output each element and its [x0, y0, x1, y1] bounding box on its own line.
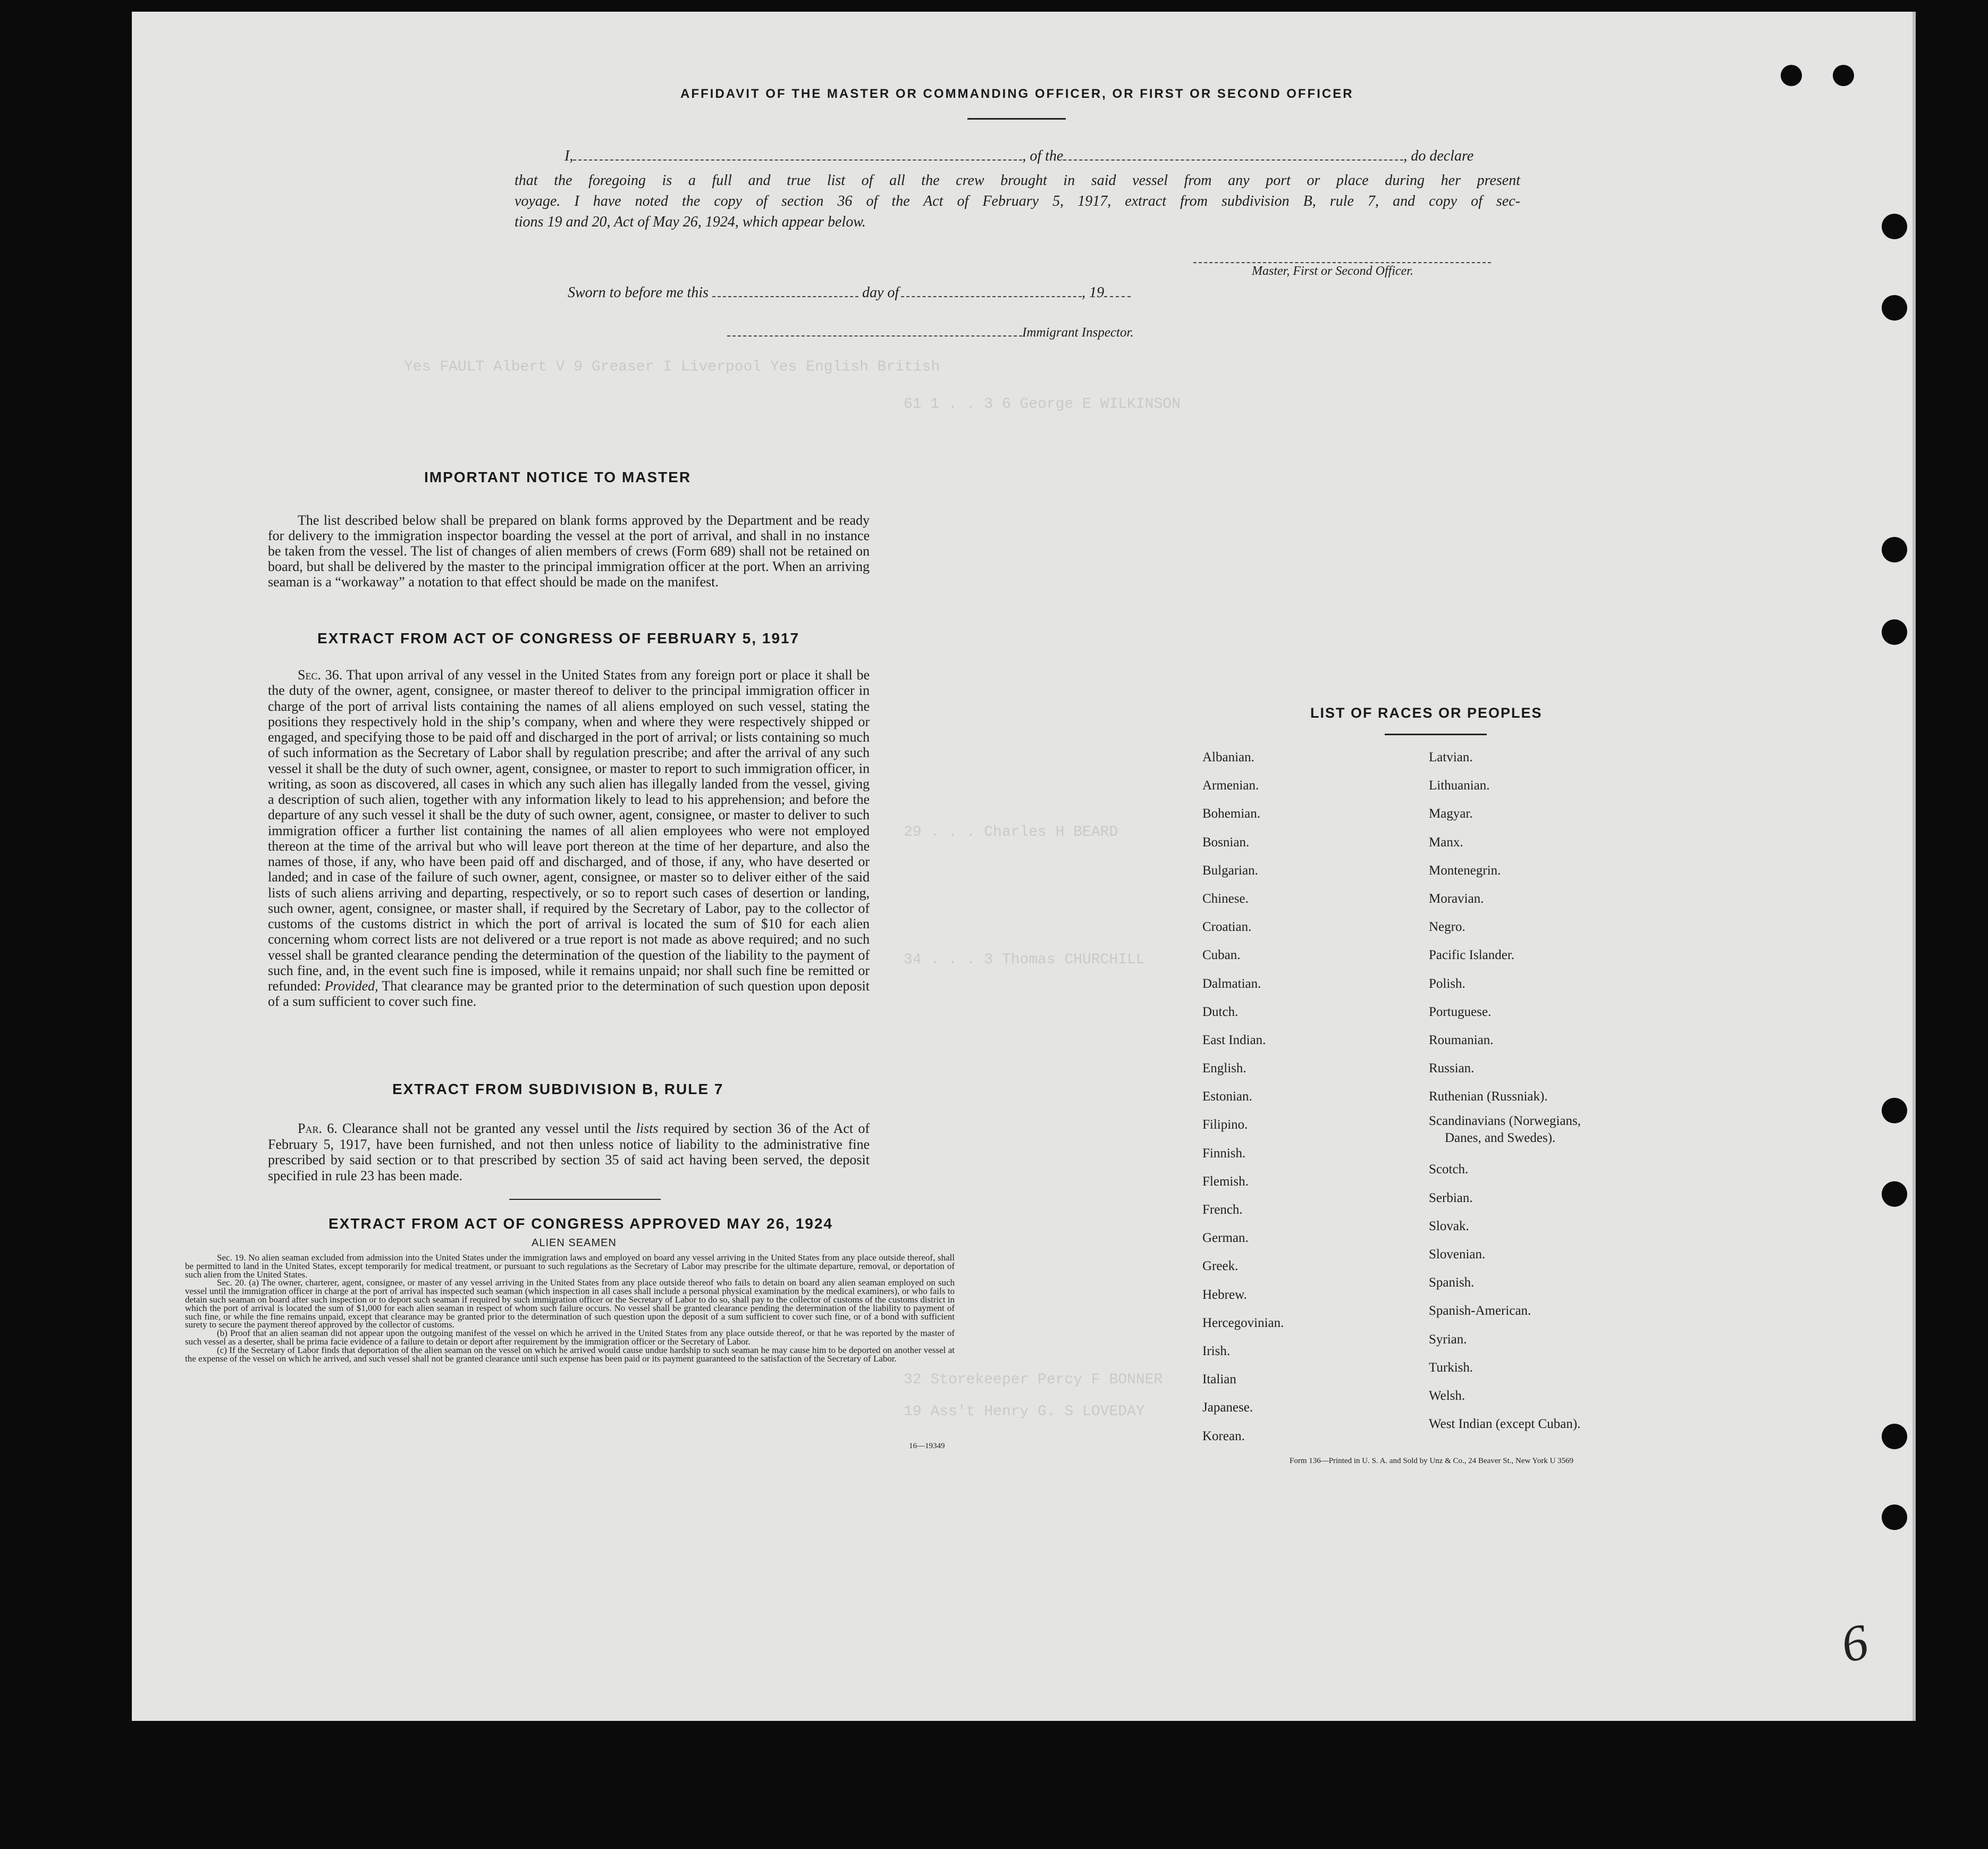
race-entry: Flemish.	[1202, 1174, 1249, 1189]
affidavit-body-line: tions 19 and 20, Act of May 26, 1924, which appear below.	[515, 214, 866, 230]
race-entry: Scandinavians (Norwegians,	[1429, 1114, 1581, 1129]
affidavit-of-the: , of the	[1022, 148, 1064, 164]
binder-hole	[1882, 1424, 1907, 1449]
race-entry: Russian.	[1429, 1061, 1475, 1076]
affidavit-body	[515, 170, 1520, 232]
race-entry: Scotch.	[1429, 1162, 1469, 1177]
race-entry: Slovenian.	[1429, 1247, 1486, 1262]
race-entry: Albanian.	[1202, 750, 1254, 764]
races-right-column	[1429, 743, 1581, 1438]
race-entry: Irish.	[1202, 1343, 1231, 1358]
rule7-text-b: required by section 36 of the Act of February 5, 1917, have been furnished, and not then unless notice of liability to the administrative fine prescribed by said section or to that prescribed by section 35 of said act having been served, the deposit specified in rule 23 has been made.	[268, 1121, 870, 1183]
binder-hole	[1882, 537, 1907, 562]
race-entry: East Indian.	[1202, 1032, 1266, 1047]
rule7-text-a: Clearance shall not be granted any vessel until the	[342, 1121, 631, 1136]
name-blank[interactable]	[573, 149, 1022, 161]
race-entry: Italian	[1202, 1372, 1236, 1387]
inspector-signature-blank[interactable]	[727, 326, 1022, 337]
race-entry: Finnish.	[1202, 1146, 1246, 1161]
race-entry: Bohemian.	[1202, 806, 1261, 821]
race-entry: Montenegrin.	[1429, 863, 1501, 878]
binder-hole	[1882, 1181, 1907, 1207]
sworn-day-of: day of	[862, 284, 899, 301]
act-1917-title: EXTRACT FROM ACT OF CONGRESS OF FEBRUARY 5, 1917	[317, 630, 800, 646]
affidavit-title-rule	[967, 118, 1066, 120]
master-signature-label: Master, First or Second Officer.	[1252, 264, 1413, 278]
race-entry: Spanish-American.	[1429, 1304, 1531, 1318]
binder-hole	[1833, 65, 1854, 86]
race-entry: Roumanian.	[1429, 1032, 1494, 1047]
section-divider	[509, 1199, 661, 1200]
race-entry: Hercegovinian.	[1202, 1315, 1284, 1330]
races-left-column	[1202, 743, 1284, 1450]
race-entry: Latvian.	[1429, 750, 1473, 764]
bleed-through-row: 32 Storekeeper Percy F BONNER	[904, 1372, 1163, 1388]
race-entry: Korean.	[1202, 1428, 1245, 1443]
notice-title: IMPORTANT NOTICE TO MASTER	[424, 469, 692, 485]
race-entry: German.	[1202, 1231, 1249, 1246]
affidavit-body-line: voyage. I have noted the copy of section 36 of the Act of February 5, 1917, extract from subdivision B, rule 7, and copy of sec-	[515, 193, 1520, 209]
sworn-line	[568, 284, 1131, 301]
race-entry: Pacific Islander.	[1429, 948, 1515, 963]
race-entry: Ruthenian (Russniak).	[1429, 1089, 1548, 1104]
master-signature-line[interactable]	[1193, 262, 1491, 263]
sworn-year: , 19	[1082, 284, 1105, 301]
race-entry: Negro.	[1429, 920, 1465, 935]
race-entry: Spanish.	[1429, 1275, 1475, 1290]
race-entry: Serbian.	[1429, 1190, 1473, 1205]
race-entry: Hebrew.	[1202, 1287, 1247, 1302]
act-1917-text	[268, 667, 870, 1010]
binder-hole	[1882, 619, 1907, 645]
race-entry: West Indian (except Cuban).	[1429, 1417, 1581, 1432]
race-entry: Portuguese.	[1429, 1004, 1492, 1019]
act-1924-sec20a: Sec. 20. (a) The owner, charterer, agent, consignee, or master of any vessel arriving in the United States from any place outside thereof who fails to detain on board any alien seaman employed on such vessel until the immigration officer in charge at the port of arrival has inspected such seaman (which inspection in all cases shall include a personal physical examination by the medical examiners), or who fails to detain such seaman on board after such inspection or to deport such seaman if required by such immigration officer or the Secretary of Labor to do so, shall pay to the collector of customs of the customs district in which the port of arrival is located the sum of $1,000 for each alien seaman in respect of whom such failure occurs. No vessel shall be granted clearance pending the determination of the liability to payment of such fine, or while the fine remains unpaid, except that clearance may be granted prior to the determination of such question upon the deposit of a sum sufficient to cover such fine, or of a bond with sufficient surety to secure the payment thereof approved by the collector of customs.	[185, 1278, 955, 1330]
rule7-text	[268, 1121, 870, 1183]
races-title: LIST OF RACES OR PEOPLES	[1310, 705, 1543, 721]
sworn-day-blank[interactable]	[712, 285, 858, 297]
notice-text: The list described below shall be prepared on blank forms approved by the Department and be ready for delivery to the immigration inspector boarding the vessel at the port of arrival, and shall in no instance be taken from the vessel. The list of changes of alien members of crews (Form 689) shall not be retained on board, but shall be delivered by the master to the principal immigration officer at the port. When an arriving seaman is a “workaway” a notation to that effect should be made on the manifest.	[268, 512, 870, 590]
affidavit-line1	[565, 148, 1473, 165]
sworn-prefix: Sworn to before me this	[568, 284, 709, 301]
affidavit-declare: , do declare	[1403, 148, 1474, 164]
bleed-through-row: 34 . . . 3 Thomas CHURCHILL	[904, 952, 1145, 968]
rule7-title: EXTRACT FROM SUBDIVISION B, RULE 7	[392, 1081, 724, 1097]
race-entry: Filipino.	[1202, 1117, 1248, 1132]
race-entry: Turkish.	[1429, 1360, 1473, 1375]
race-entry: Estonian.	[1202, 1089, 1252, 1104]
inspector-label: Immigrant Inspector.	[1022, 325, 1134, 340]
affidavit-i: I,	[565, 148, 574, 164]
race-entry: Armenian.	[1202, 778, 1259, 793]
sworn-year-blank[interactable]	[1104, 285, 1131, 297]
act-1924-subtitle: ALIEN SEAMEN	[532, 1237, 617, 1249]
race-entry: Greek.	[1202, 1259, 1239, 1274]
race-entry: Welsh.	[1429, 1388, 1465, 1403]
act-1917-body: That upon arrival of any vessel in the United States from any foreign port or place it shall be the duty of the owner, agent, consignee, or master thereof to deliver to the principal immigration officer in charge of the port of arrival lists containing the names of all aliens employed on such vessel, stating the positions they respectively hold in the ship’s company, when and where they were respectively shipped or engaged, and specifying those to be paid off and discharged in the port of arrival; or lists containing so much of such information as the Secretary of Labor shall by regulation prescribe; and after the arrival of any such vessel it shall be the duty of such owner, agent, consignee, or master to report to such immigration officer, in writing, as soon as discovered, all cases in which any such alien has illegally landed from the vessel, giving a description of such alien, together with any information likely to lead to his apprehension; and before the departure of any such vessel it shall be the duty of such owner, agent, consignee, or master to deliver to such immigration officer a further list containing the names of all alien employees who were not employed thereon at the time of the arrival but who will leave port thereon at the time of her departure, and also the names of those, if any, who have been paid off and discharged, and of those, if any, who have deserted or landed; and in case of the failure of such owner, agent, consignee, or master so to deliver either of the said lists of such aliens arriving and departing, respectively, or so to report such cases of desertion or landing, such owner, agent, consignee, or master shall, if required by the Secretary of Labor, pay to the collector of customs of the customs district in which the port of arrival is located the sum of $10 for each alien concerning whom correct lists are not delivered or a true report is not made as above required; and no such vessel shall be granted clearance pending the determination of the question of the liability to the payment of such fine, and, in the event such fine is imposed, while it remains unpaid; nor shall such fine be remitted or refunded:	[268, 667, 870, 994]
binder-hole	[1882, 295, 1907, 321]
rule7-par-label: Par. 6.	[298, 1121, 338, 1136]
act-1917-body-end: That clearance may be granted prior to the determination of such question upon deposit of a sum sufficient to cover such fine.	[268, 978, 870, 1010]
binder-hole	[1882, 1098, 1907, 1123]
race-entry: Lithuanian.	[1429, 778, 1490, 793]
race-entry: Chinese.	[1202, 891, 1249, 906]
race-entry: Magyar.	[1429, 806, 1473, 821]
act-1924-title: EXTRACT FROM ACT OF CONGRESS APPROVED MAY 26, 1924	[328, 1215, 833, 1232]
race-entry: Bulgarian.	[1202, 863, 1258, 878]
race-entry: English.	[1202, 1061, 1246, 1076]
form-footer: Form 136—Printed in U. S. A. and Sold by Unz & Co., 24 Beaver St., New York U 3569	[1290, 1457, 1574, 1465]
bleed-through-row: 61 1 . . 3 6 George E WILKINSON	[904, 396, 1181, 413]
binder-hole	[1781, 65, 1802, 86]
race-entry: Danes, and Swedes).	[1445, 1131, 1556, 1146]
rule7-lists-word: lists	[636, 1121, 659, 1136]
act-1924-sec20c: (c) If the Secretary of Labor finds that deportation of the alien seaman on the vessel on which he arrived would cause undue hardship to such seaman he may cause him to be deported on another vessel at the expense of the vessel on which he arrived, and such vessel shall not be granted clearance until such expense has been paid or its payment guaranteed to the satisfaction of the Secretary of Labor.	[185, 1344, 955, 1364]
act-1917-proviso: Provided,	[324, 978, 378, 994]
act-1917-sec-label: Sec. 36.	[298, 667, 343, 683]
race-entry: Slovak.	[1429, 1218, 1469, 1233]
vessel-blank[interactable]	[1063, 149, 1403, 161]
race-entry: Croatian.	[1202, 920, 1252, 935]
bleed-through-row: Yes FAULT Albert V 9 Greaser I Liverpool Yes English British	[404, 359, 940, 375]
race-entry: Manx.	[1429, 835, 1463, 850]
act-1924-sec20b: (b) Proof that an alien seaman did not appear upon the outgoing manifest of the vessel on which he arrived in the United States from any place outside thereof, or that he was reported by the master of such vessel as a deserter, shall be prima facie evidence of a failure to detain or deport after requirement by the immigration officer or the Secretary of Labor.	[185, 1328, 955, 1347]
binder-hole	[1882, 214, 1907, 239]
race-entry: Cuban.	[1202, 948, 1241, 963]
race-entry: Syrian.	[1429, 1332, 1467, 1347]
inspector-line	[727, 325, 1134, 340]
race-entry: Polish.	[1429, 976, 1465, 991]
act-1924-text	[185, 1254, 955, 1363]
binder-hole	[1882, 1505, 1907, 1530]
print-code: 16—19349	[909, 1442, 945, 1450]
bleed-through-row: 29 . . . Charles H BEARD	[904, 824, 1118, 841]
races-title-rule	[1385, 734, 1487, 735]
race-entry: Dalmatian.	[1202, 976, 1261, 991]
affidavit-title: AFFIDAVIT OF THE MASTER OR COMMANDING OFFICER, OR FIRST OR SECOND OFFICER	[680, 87, 1354, 101]
race-entry: Japanese.	[1202, 1400, 1253, 1415]
race-entry: Moravian.	[1429, 891, 1484, 906]
page-number: 6	[1836, 1612, 1873, 1674]
race-entry: Bosnian.	[1202, 835, 1250, 850]
affidavit-body-line: that the foregoing is a full and true list of all the crew brought in said vessel from any port or place during her present	[515, 172, 1520, 189]
race-entry: French.	[1202, 1203, 1243, 1217]
bleed-through-row: 19 Ass't Henry G. S LOVEDAY	[904, 1403, 1145, 1420]
sworn-month-blank[interactable]	[901, 285, 1082, 297]
race-entry: Dutch.	[1202, 1004, 1239, 1019]
act-1924-sec19: Sec. 19. No alien seaman excluded from admission into the United States under the immigration laws and employed on board any vessel arriving in the United States from any place outside thereof, shall be permitted to land in the United States, except temporarily for medical treatment, or pursuant to such regulations as the Secretary of Labor may prescribe for the ultimate departure, removal, or deportation of such alien from the United States.	[185, 1253, 955, 1280]
